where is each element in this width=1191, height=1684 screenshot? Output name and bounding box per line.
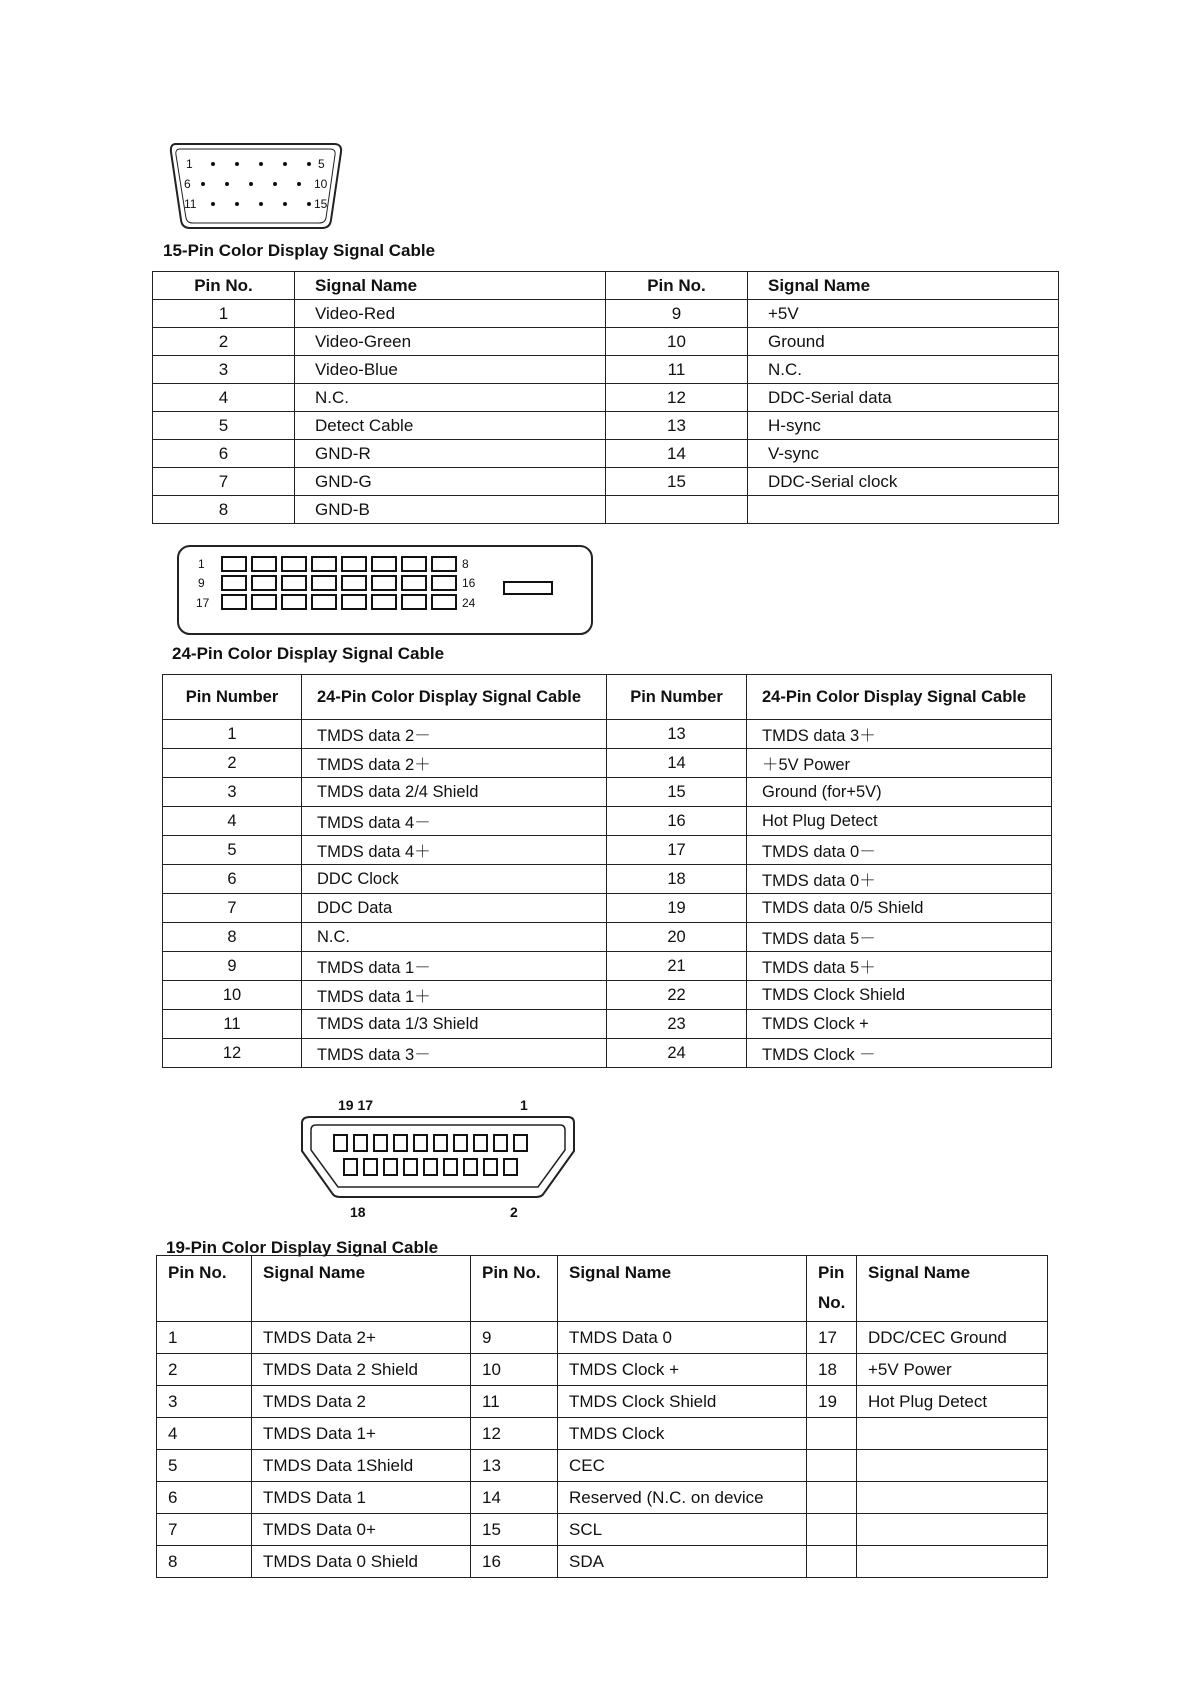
signal-name-cell: TMDS data 5＋ <box>747 952 1052 981</box>
dvi-pin-shape <box>372 576 396 590</box>
pin-number-cell: 1 <box>157 1322 252 1354</box>
table-row <box>157 1482 1048 1514</box>
signal-name-cell: Video-Red <box>295 300 606 328</box>
signal-name-cell: Ground <box>748 328 1059 356</box>
signal-name-cell <box>748 496 1059 524</box>
dvi-pin-shape <box>222 557 246 571</box>
signal-name-cell: Reserved (N.C. on device <box>558 1482 807 1514</box>
pin-number-cell: 10 <box>471 1354 558 1386</box>
pin-number-cell: 13 <box>606 412 748 440</box>
dvi-pin-shape <box>252 557 276 571</box>
header-pin-no: Pin No. <box>471 1256 558 1322</box>
signal-name-cell: TMDS Data 0 Shield <box>252 1546 471 1578</box>
hdmi-pin-shape <box>344 1159 357 1175</box>
pin-number-cell: 17 <box>607 836 747 865</box>
pin-number-cell: 10 <box>606 328 748 356</box>
signal-name-cell <box>857 1546 1048 1578</box>
signal-name-cell: N.C. <box>295 384 606 412</box>
vga-pin-label: 10 <box>314 177 328 191</box>
hdmi-pin-shape <box>364 1159 377 1175</box>
pin-number-cell: 3 <box>163 778 302 807</box>
signal-name-cell: DDC Clock <box>302 865 607 894</box>
signal-name-cell: TMDS data 3＋ <box>747 720 1052 749</box>
table-row <box>153 468 1059 496</box>
hdmi-title: 19-Pin Color Display Signal Cable <box>166 1238 439 1257</box>
pin-number-cell <box>606 496 748 524</box>
pin-number-cell: 23 <box>607 1010 747 1039</box>
hdmi-pin-shape <box>404 1159 417 1175</box>
hdmi-pin-shape <box>374 1135 387 1151</box>
pin-number-cell: 14 <box>606 440 748 468</box>
signal-name-cell: TMDS data 5－ <box>747 923 1052 952</box>
signal-name-cell: Video-Green <box>295 328 606 356</box>
pin-number-cell: 24 <box>607 1039 747 1068</box>
table-row <box>163 778 1052 807</box>
signal-name-cell: TMDS data 1/3 Shield <box>302 1010 607 1039</box>
hdmi-pin-label: 18 <box>350 1204 366 1220</box>
signal-name-cell: TMDS data 2/4 Shield <box>302 778 607 807</box>
header-pin-no: Pin No. <box>157 1256 252 1322</box>
table-row <box>157 1354 1048 1386</box>
dvi-pin-table <box>162 674 1052 1068</box>
vga-pin-label: 5 <box>318 157 325 171</box>
pin-number-cell <box>807 1450 857 1482</box>
pin-number-cell: 16 <box>471 1546 558 1578</box>
table-row <box>153 412 1059 440</box>
header-signal-cable: 24-Pin Color Display Signal Cable <box>302 675 607 720</box>
header-pin-number: Pin Number <box>607 675 747 720</box>
signal-name-cell: TMDS Data 1Shield <box>252 1450 471 1482</box>
signal-name-cell: +5V <box>748 300 1059 328</box>
hdmi-pin-shape <box>464 1159 477 1175</box>
pin-number-cell: 6 <box>163 865 302 894</box>
signal-name-cell: TMDS Clock + <box>747 1010 1052 1039</box>
dvi-pin-shape <box>432 576 456 590</box>
dvi-pin-shape <box>342 595 366 609</box>
pin-number-cell: 5 <box>153 412 295 440</box>
dvi-pin-shape <box>342 557 366 571</box>
dvi-pin-shape <box>372 595 396 609</box>
signal-name-cell: TMDS data 3－ <box>302 1039 607 1068</box>
table-row <box>163 894 1052 923</box>
pin-number-cell: 7 <box>163 894 302 923</box>
pin-number-cell: 12 <box>606 384 748 412</box>
pin-number-cell: 17 <box>807 1322 857 1354</box>
signal-name-cell: TMDS data 0－ <box>747 836 1052 865</box>
pin-number-cell: 10 <box>163 981 302 1010</box>
signal-name-cell: TMDS data 1＋ <box>302 981 607 1010</box>
dvi-pin-shape <box>372 557 396 571</box>
pin-number-cell: 5 <box>163 836 302 865</box>
table-header-row <box>153 272 1059 300</box>
hdmi-pin-shape <box>394 1135 407 1151</box>
pin-number-cell: 4 <box>163 807 302 836</box>
pin-number-cell: 21 <box>607 952 747 981</box>
pin-number-cell: 11 <box>163 1010 302 1039</box>
signal-name-cell: Detect Cable <box>295 412 606 440</box>
signal-name-cell: TMDS Data 2+ <box>252 1322 471 1354</box>
table-row <box>153 384 1059 412</box>
pin-number-cell: 20 <box>607 923 747 952</box>
signal-name-cell: TMDS data 4＋ <box>302 836 607 865</box>
dvi-pin-label: 9 <box>198 576 205 590</box>
pin-number-cell: 6 <box>153 440 295 468</box>
vga-pin-label: 1 <box>186 157 193 171</box>
table-row <box>163 865 1052 894</box>
dvi-pin-label: 1 <box>198 557 205 571</box>
pin-number-cell: 7 <box>153 468 295 496</box>
pin-number-cell: 8 <box>157 1546 252 1578</box>
dvi-pin-shape <box>342 576 366 590</box>
signal-name-cell <box>857 1482 1048 1514</box>
dvi-pin-shape <box>402 595 426 609</box>
dvi-pin-shape <box>282 557 306 571</box>
dvi-pin-shape <box>282 595 306 609</box>
signal-name-cell: TMDS data 2＋ <box>302 749 607 778</box>
table-row <box>153 328 1059 356</box>
pin-number-cell: 14 <box>607 749 747 778</box>
dvi-pin-shape <box>312 576 336 590</box>
pin-number-cell: 1 <box>153 300 295 328</box>
header-signal-name: Signal Name <box>748 272 1059 300</box>
dvi-pin-shape <box>402 576 426 590</box>
signal-name-cell: TMDS Clock + <box>558 1354 807 1386</box>
table-row <box>157 1514 1048 1546</box>
table-row <box>163 836 1052 865</box>
header-signal-name: Signal Name <box>558 1256 807 1322</box>
pin-number-cell: 19 <box>607 894 747 923</box>
hdmi-pin-label: 19 17 <box>338 1097 374 1113</box>
vga-connector-diagram <box>168 140 348 232</box>
signal-name-cell: DDC/CEC Ground <box>857 1322 1048 1354</box>
signal-name-cell: GND-R <box>295 440 606 468</box>
header-signal-name: Signal Name <box>857 1256 1048 1322</box>
hdmi-pin-shape <box>354 1135 367 1151</box>
pin-number-cell <box>807 1418 857 1450</box>
vga-title: 15-Pin Color Display Signal Cable <box>163 241 436 260</box>
header-signal-name: Signal Name <box>295 272 606 300</box>
pin-number-cell: 4 <box>153 384 295 412</box>
pin-number-cell: 12 <box>163 1039 302 1068</box>
pin-number-cell: 7 <box>157 1514 252 1546</box>
signal-name-cell: TMDS data 4－ <box>302 807 607 836</box>
hdmi-pin-shape <box>424 1159 437 1175</box>
pin-number-cell: 16 <box>607 807 747 836</box>
signal-name-cell: TMDS Data 1+ <box>252 1418 471 1450</box>
signal-name-cell: DDC-Serial clock <box>748 468 1059 496</box>
dvi-pin-shape <box>252 576 276 590</box>
dvi-title: 24-Pin Color Display Signal Cable <box>172 644 445 663</box>
vga-pin-label: 6 <box>184 177 191 191</box>
signal-name-cell: TMDS Data 2 Shield <box>252 1354 471 1386</box>
pin-number-cell: 3 <box>157 1386 252 1418</box>
hdmi-pin-shape <box>444 1159 457 1175</box>
dvi-pin-label: 17 <box>196 596 210 610</box>
vga-pin-label: 11 <box>184 197 197 211</box>
pin-number-cell: 11 <box>606 356 748 384</box>
signal-name-cell: CEC <box>558 1450 807 1482</box>
pin-number-cell: 6 <box>157 1482 252 1514</box>
pin-number-cell <box>807 1546 857 1578</box>
dvi-pin-shape <box>282 576 306 590</box>
table-row <box>163 807 1052 836</box>
signal-name-cell: TMDS Data 2 <box>252 1386 471 1418</box>
dvi-pin-shape <box>222 576 246 590</box>
hdmi-pin-label: 1 <box>520 1097 528 1113</box>
pin-number-cell <box>807 1514 857 1546</box>
header-pin-no: Pin No. <box>807 1256 857 1322</box>
table-row <box>163 749 1052 778</box>
hdmi-pin-shape <box>474 1135 487 1151</box>
signal-name-cell: SCL <box>558 1514 807 1546</box>
signal-name-cell: V-sync <box>748 440 1059 468</box>
signal-name-cell: Hot Plug Detect <box>857 1386 1048 1418</box>
table-header-row <box>163 675 1052 720</box>
signal-name-cell: H-sync <box>748 412 1059 440</box>
signal-name-cell: TMDS Clock Shield <box>558 1386 807 1418</box>
pin-number-cell: 1 <box>163 720 302 749</box>
pin-number-cell: 18 <box>807 1354 857 1386</box>
table-row <box>163 720 1052 749</box>
hdmi-pin-shape <box>514 1135 527 1151</box>
pin-number-cell: 9 <box>163 952 302 981</box>
hdmi-pin-shape <box>434 1135 447 1151</box>
header-signal-name: Signal Name <box>252 1256 471 1322</box>
signal-name-cell: N.C. <box>748 356 1059 384</box>
hdmi-pin-shape <box>494 1135 507 1151</box>
table-row <box>163 923 1052 952</box>
signal-name-cell: GND-B <box>295 496 606 524</box>
pin-number-cell: 13 <box>471 1450 558 1482</box>
pin-number-cell: 15 <box>607 778 747 807</box>
header-pin-number: Pin Number <box>163 675 302 720</box>
dvi-connector-diagram <box>176 544 594 636</box>
signal-name-cell: Video-Blue <box>295 356 606 384</box>
dvi-pin-shape <box>312 557 336 571</box>
signal-name-cell: N.C. <box>302 923 607 952</box>
signal-name-cell: TMDS Data 0 <box>558 1322 807 1354</box>
pin-number-cell: 3 <box>153 356 295 384</box>
table-row <box>153 440 1059 468</box>
signal-name-cell: TMDS data 0/5 Shield <box>747 894 1052 923</box>
pin-number-cell: 13 <box>607 720 747 749</box>
pin-number-cell: 8 <box>163 923 302 952</box>
table-row <box>163 952 1052 981</box>
hdmi-pin-shape <box>484 1159 497 1175</box>
hdmi-pin-label: 2 <box>510 1204 518 1220</box>
table-row <box>157 1386 1048 1418</box>
dvi-pin-label: 16 <box>462 576 476 590</box>
header-pin-no: Pin No. <box>606 272 748 300</box>
hdmi-pin-shape <box>384 1159 397 1175</box>
table-row <box>157 1546 1048 1578</box>
dvi-pin-shape <box>432 557 456 571</box>
pin-number-cell: 2 <box>153 328 295 356</box>
table-row <box>153 356 1059 384</box>
pin-number-cell: 18 <box>607 865 747 894</box>
signal-name-cell: TMDS Data 0+ <box>252 1514 471 1546</box>
table-row <box>163 1039 1052 1068</box>
dvi-pin-label: 8 <box>462 557 469 571</box>
pin-number-cell: 2 <box>157 1354 252 1386</box>
pin-number-cell: 11 <box>471 1386 558 1418</box>
pin-number-cell: 2 <box>163 749 302 778</box>
vga-pin-label: 15 <box>314 197 328 211</box>
pin-number-cell: 9 <box>471 1322 558 1354</box>
pin-number-cell: 4 <box>157 1418 252 1450</box>
table-row <box>157 1450 1048 1482</box>
signal-name-cell: TMDS Clock － <box>747 1039 1052 1068</box>
hdmi-pin-shape <box>334 1135 347 1151</box>
signal-name-cell: TMDS data 2－ <box>302 720 607 749</box>
signal-name-cell: TMDS data 1－ <box>302 952 607 981</box>
signal-name-cell: TMDS Clock <box>558 1418 807 1450</box>
table-row <box>157 1418 1048 1450</box>
signal-name-cell: TMDS Clock Shield <box>747 981 1052 1010</box>
pin-number-cell: 9 <box>606 300 748 328</box>
signal-name-cell: DDC Data <box>302 894 607 923</box>
dvi-pin-shape <box>432 595 456 609</box>
pin-number-cell: 15 <box>471 1514 558 1546</box>
signal-name-cell: GND-G <box>295 468 606 496</box>
pin-number-cell: 14 <box>471 1482 558 1514</box>
table-row <box>163 1010 1052 1039</box>
dvi-pin-label: 24 <box>462 596 476 610</box>
pin-number-cell: 22 <box>607 981 747 1010</box>
pin-number-cell: 12 <box>471 1418 558 1450</box>
dvi-pin-shape <box>402 557 426 571</box>
table-row <box>153 300 1059 328</box>
signal-name-cell <box>857 1514 1048 1546</box>
pin-number-cell: 8 <box>153 496 295 524</box>
pin-number-cell: 15 <box>606 468 748 496</box>
table-row <box>163 981 1052 1010</box>
hdmi-connector-diagram <box>298 1093 578 1223</box>
hdmi-pin-table <box>156 1255 1048 1578</box>
signal-name-cell: +5V Power <box>857 1354 1048 1386</box>
hdmi-pin-shape <box>454 1135 467 1151</box>
dvi-pin-shape <box>222 595 246 609</box>
vga-pin-table <box>152 271 1059 524</box>
signal-name-cell: TMDS data 0＋ <box>747 865 1052 894</box>
signal-name-cell: Ground (for+5V) <box>747 778 1052 807</box>
table-row <box>153 496 1059 524</box>
dvi-pin-shape <box>312 595 336 609</box>
pin-number-cell: 5 <box>157 1450 252 1482</box>
signal-name-cell: SDA <box>558 1546 807 1578</box>
hdmi-pin-shape <box>504 1159 517 1175</box>
signal-name-cell: TMDS Data 1 <box>252 1482 471 1514</box>
header-signal-cable: 24-Pin Color Display Signal Cable <box>747 675 1052 720</box>
dvi-pin-shape <box>252 595 276 609</box>
signal-name-cell <box>857 1450 1048 1482</box>
pin-number-cell <box>807 1482 857 1514</box>
table-row <box>157 1322 1048 1354</box>
signal-name-cell: DDC-Serial data <box>748 384 1059 412</box>
signal-name-cell: ＋5V Power <box>747 749 1052 778</box>
hdmi-pin-shape <box>414 1135 427 1151</box>
table-header-row <box>157 1256 1048 1322</box>
header-pin-no: Pin No. <box>153 272 295 300</box>
signal-name-cell <box>857 1418 1048 1450</box>
pin-number-cell: 19 <box>807 1386 857 1418</box>
signal-name-cell: Hot Plug Detect <box>747 807 1052 836</box>
